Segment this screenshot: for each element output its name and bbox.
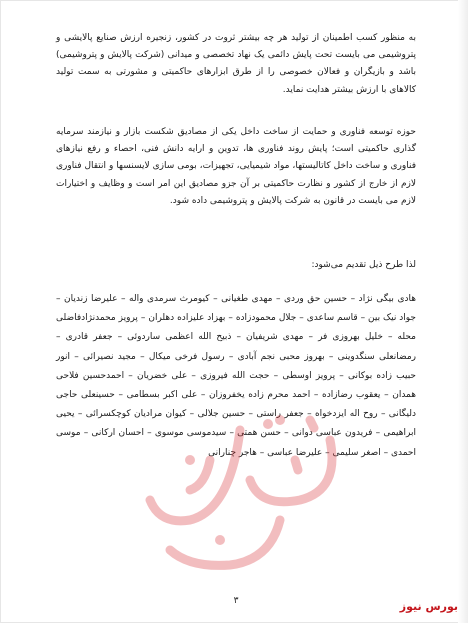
- signatories-text: هادی بیگی نژاد – حسین حق وردی – مهدی طغیانی – کیومرث سرمدی واله – علیرضا زندیان – جواد نیک بین – قاسم ساعدی – جلال محمودزاده – بهزاد علیزاده دهلران – پرویز محمدنژادفاضلی محله – خلیل بهروزی فر – مهدی شریفیان – ذبیح الله اعظمی ساردوئی – جعفر قادری – رمضانعلی سنگدوینی – بهروز محبی نجم آبادی – رسول فرخی میکال – مجید نصیرائی – انور حبیب زاده بوکانی – پرویز اوسطی – حجت الله فیروزی – علی خضریان – احمدحسین فلاحی همدان – یعقوب رضازاده – احمد محرم زاده یخفروزان – علی اکبر بسطامی – حسینعلی حاجی دلیگانی – روح اله ایزدخواه – جعفر راستی – حسین جلالی – کیوان مرادیان کوچکسرائی – یحیی ابراهیمی – فریدون عباسی دوانی – حسن همتی – سیدموسی موسوی – احسان ارکانی – موسی احمدی – اصغر سلیمی – علیرضا عباسی – هاجر چنارانی: [56, 294, 416, 458]
- paragraph-value-chain: [56, 30, 416, 99]
- page-edge-shadow: [458, 0, 468, 623]
- signatories-list: [56, 290, 416, 463]
- paragraph-technology: [56, 124, 416, 210]
- page-number: ۳: [233, 596, 239, 606]
- paragraph-text: حوزه توسعه فناوری و حمایت از ساخت داخل یکی از مصادیق شکست بازار و نیازمند سرمایه گذاری حاکمیتی است؛ پایش روند فناوری ها، تدوین و ارایه دانش فنی، احصاء و رفع نیازهای فناوری و ساخت داخل کاتالیستها، مواد شیمیایی، تجهیزات، بومی سازی لایسنسها و انتقال فناوری لازم از خارج از کشور و نظارت حاکمیتی بر آن جزو مصادیق این امر است و وظایف و اختیارات لازم می بایست در قانون به شرکت پالایش و پتروشیمی داده شود.: [56, 127, 416, 206]
- paragraph-text: به منظور کسب اطمینان از تولید هر چه بیشتر ثروت در کشور، زنجیره ارزش صنایع پالایشی و پتروشیمی می بایست تحت پایش دائمی یک نهاد تخصصی و میدانی (شرکت پالایش و پتروشیمی) باشد و بازیگران و فعالان خصوصی را از طرق ابزارهای حاکمیتی و مشورتی به سمت تولید کالاهای با ارزش بیشتر هدایت نماید.: [56, 33, 416, 95]
- footer-logo: بورس نیوز: [399, 600, 458, 613]
- paragraph-intro: [56, 257, 416, 274]
- paragraph-text: لذا طرح ذیل تقدیم می‌شود:: [311, 260, 416, 270]
